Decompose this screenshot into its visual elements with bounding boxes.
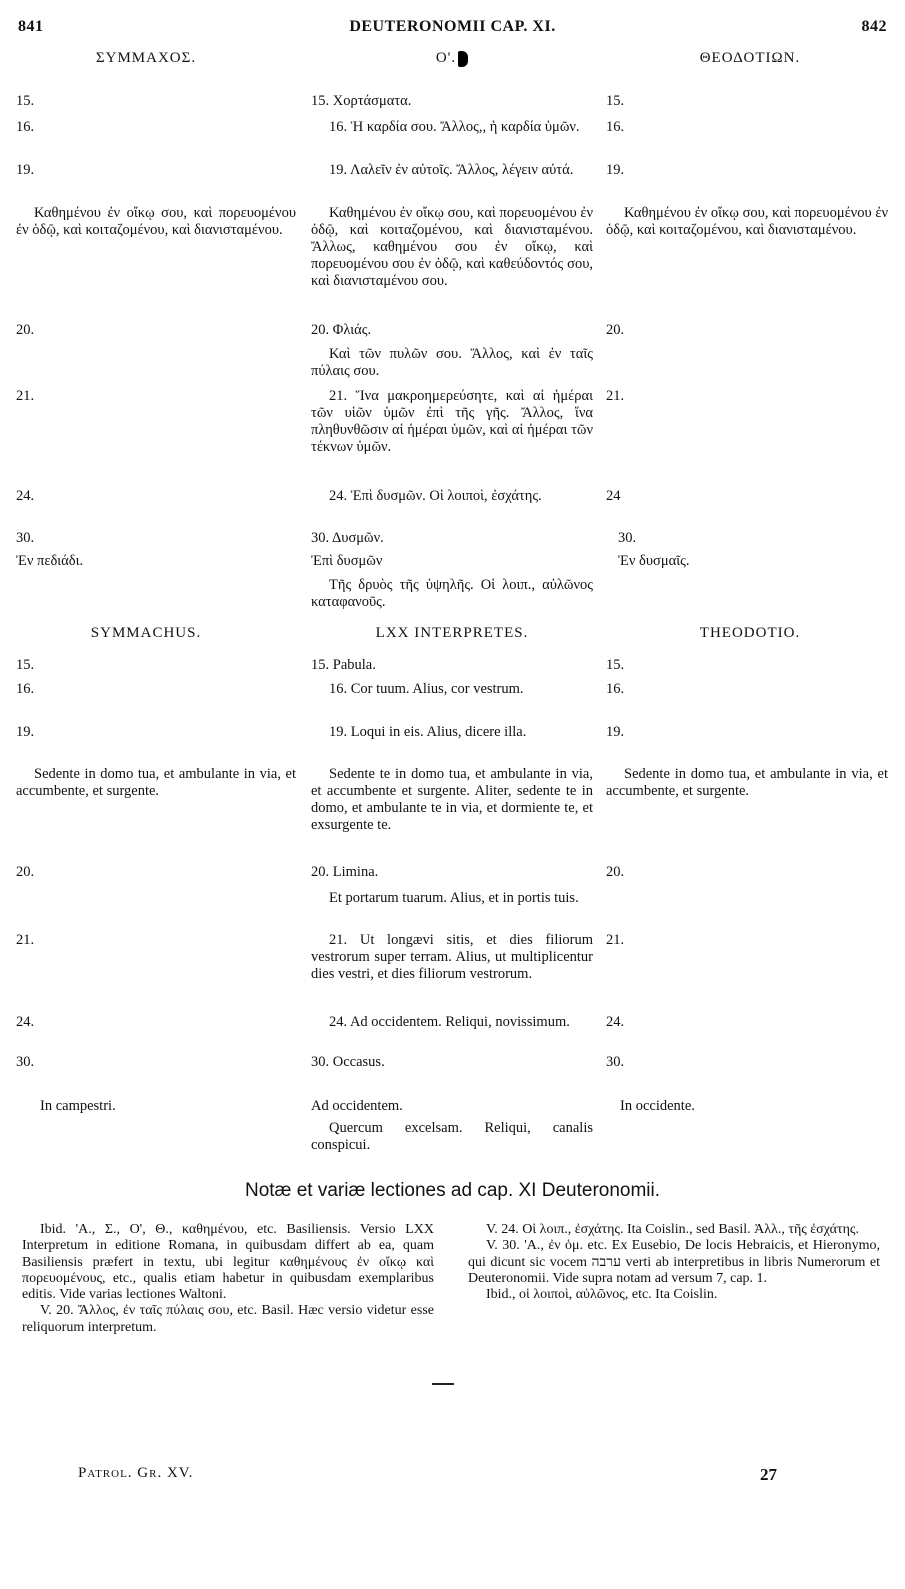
greek-mid-r2: 19. Λαλεῖν ἐν αὐτοῖς. Ἄλλος, λέγειν αὐτά. bbox=[329, 162, 574, 178]
greek-mid-r3: Καθημένου ἐν οἴκῳ σου, καὶ πορευομένου ἐν ὁδῷ, καὶ κοιταζομένου, καὶ διανισταμένου. Ἄλλως, καθημένου σου ἐν οἴκῳ, καὶ πορευομένου σου ἐν ὁδῷ, καὶ καθεύδοντός σου, καὶ διανισταμένου σου. bbox=[311, 205, 593, 289]
printer-ornament-icon bbox=[458, 51, 468, 67]
section-rule bbox=[432, 1383, 454, 1385]
latin-right-r9: In occidente. bbox=[620, 1098, 695, 1114]
greek-right-r8: 30. bbox=[618, 530, 637, 546]
greek-mid-r8: 30. Δυσμῶν. bbox=[311, 530, 384, 546]
latin-left-r0: 15. bbox=[16, 657, 35, 673]
greek-left-r8: 30. bbox=[16, 530, 35, 546]
greek-mid-r7: 24. Ἐπὶ δυσμῶν. Οἱ λοιποὶ, ἐσχάτης. bbox=[329, 488, 542, 504]
greek-right-r0: 15. bbox=[606, 93, 625, 109]
latin-right-r6: 21. bbox=[606, 932, 625, 948]
latin-col-head-symmachus: SYMMACHUS. bbox=[90, 625, 202, 641]
greek-right-r3: Καθημένου ἐν οἴκῳ σου, καὶ πορευομένου ἐν ὁδῷ, καὶ κοιταζομένου, καὶ διανισταμένου. bbox=[606, 205, 888, 238]
greek-mid-r6: 21. Ἵνα μακροημερεύσητε, καὶ αἱ ἡμέραι τῶν υἱῶν ὑμῶν ἐπὶ τῆς γῆς. Ἄλλος, ἵνα πληθυνθῶσιν αἱ ἡμέραι ὑμῶν, καὶ αἱ ἡμέραι τῶν τέκνων ὑμῶν. bbox=[311, 388, 593, 455]
latin-left-r2: 19. bbox=[16, 724, 35, 740]
latin-left-r6: 21. bbox=[16, 932, 35, 948]
greek-left-r9: Ἐν πεδιάδι. bbox=[16, 553, 84, 569]
latin-mid-r5: Et portarum tuarum. Alius, et in portis tuis. bbox=[329, 890, 579, 906]
note-paragraph: Ibid., οἱ λοιποὶ, αὐλῶνος, etc. Ita Coislin. bbox=[486, 1287, 718, 1303]
latin-mid-r8: 30. Occasus. bbox=[311, 1054, 385, 1070]
greek-col-head-lxx bbox=[311, 50, 593, 67]
greek-mid-r5: Καὶ τῶν πυλῶν σου. Ἄλλος, καὶ ἐν ταῖς πύλαις σου. bbox=[311, 346, 593, 379]
latin-right-r1: 16. bbox=[606, 681, 625, 697]
latin-left-r1: 16. bbox=[16, 681, 35, 697]
greek-right-r7: 24 bbox=[606, 488, 621, 504]
latin-right-r4: 20. bbox=[606, 864, 625, 880]
latin-col-head-lxx: LXX INTERPRETES. bbox=[375, 625, 529, 641]
greek-mid-r9: Ἐπὶ δυσμῶν bbox=[311, 553, 383, 569]
latin-left-r3: Sedente in domo tua, et ambulante in via, et accumbente, et surgente. bbox=[16, 766, 296, 799]
footer-sheet-number: 27 bbox=[760, 1465, 777, 1484]
greek-left-r2: 19. bbox=[16, 162, 35, 178]
page-number-left: 841 bbox=[18, 18, 44, 35]
greek-mid-r4: 20. Φλιάς. bbox=[311, 322, 372, 338]
notes-title: Notæ et variæ lectiones ad cap. XI Deuteronomii. bbox=[244, 1180, 661, 1201]
latin-right-r7: 24. bbox=[606, 1014, 625, 1030]
latin-right-r2: 19. bbox=[606, 724, 625, 740]
greek-left-r4: 20. bbox=[16, 322, 35, 338]
greek-left-r3: Καθημένου ἐν οἴκῳ σου, καὶ πορευομένου ἐν ὁδῷ, καὶ κοιταζομένου, καὶ διανισταμένου. bbox=[16, 205, 296, 238]
greek-col-head-lxx-label: Ο'. bbox=[435, 50, 457, 66]
footer-signature: Patrol. Gr. XV. bbox=[78, 1465, 194, 1481]
note-paragraph: Ibid. 'Α., Σ., Ο', Θ., καθημένου, etc. Basiliensis. Versio LXX Interpretum in editione Romana, in quibusdam differt ab ea, quam Basiliensis præfert in textu, ubi legitur καθημένους ἐν οἴκῳ καὶ πορευομένους, etc., qualis etiam habetur in quibusdam exemplaribus editis. Vide varias lectiones Waltoni. bbox=[22, 1222, 434, 1303]
latin-mid-r0: 15. Pabula. bbox=[311, 657, 376, 673]
latin-left-r7: 24. bbox=[16, 1014, 35, 1030]
greek-col-head-theodotion: ΘΕΟΔΟΤΙΩΝ. bbox=[699, 50, 801, 66]
latin-mid-r3: Sedente te in domo tua, et ambulante in via, et accumbente et surgente. Aliter, sedente te in domo, et ambulante te in via, et dormiente te, et exsurgente te. bbox=[311, 766, 593, 833]
latin-mid-r9: Ad occidentem. bbox=[311, 1098, 403, 1114]
notes-right-column bbox=[468, 1222, 880, 1303]
greek-mid-r0: 15. Χορτάσματα. bbox=[311, 93, 412, 109]
latin-left-r4: 20. bbox=[16, 864, 35, 880]
note-paragraph: V. 30. 'Α., ἐν ὁμ. etc. Ex Eusebio, De locis Hebraicis, et Hieronymo, qui dicunt sic vocem ערבה verti ab interpretibus in libris Numerorum et Deuteronomii. Vide supra notam ad versum 7, cap. 1. bbox=[468, 1238, 880, 1286]
greek-left-r0: 15. bbox=[16, 93, 35, 109]
greek-col-head-symmachus: ΣΥΜΜΑΧΟΣ. bbox=[95, 50, 197, 66]
latin-right-r0: 15. bbox=[606, 657, 625, 673]
greek-left-r7: 24. bbox=[16, 488, 35, 504]
latin-col-head-theodotio: THEODOTIO. bbox=[699, 625, 801, 641]
latin-mid-r7: 24. Ad occidentem. Reliqui, novissimum. bbox=[329, 1014, 570, 1030]
latin-left-r8: 30. bbox=[16, 1054, 35, 1070]
note-paragraph: V. 20. Ἄλλος, ἐν ταῖς πύλαις σου, etc. Basil. Hæc versio videtur esse reliquorum interpretum. bbox=[22, 1303, 434, 1335]
greek-left-r6: 21. bbox=[16, 388, 35, 404]
greek-right-r1: 16. bbox=[606, 119, 625, 135]
latin-mid-r6: 21. Ut longævi sitis, et dies filiorum vestrorum super terram. Alius, ut multiplicentur dies vestri, et dies filiorum vestrorum. bbox=[311, 932, 593, 982]
greek-right-r6: 21. bbox=[606, 388, 625, 404]
note-paragraph: V. 24. Οἱ λοιπ., ἐσχάτης. Ita Coislin., sed Basil. Ἀλλ., τῆς ἐσχάτης. bbox=[486, 1222, 859, 1237]
latin-mid-r10: Quercum excelsam. Reliqui, canalis conspicui. bbox=[311, 1120, 593, 1153]
latin-left-r9: In campestri. bbox=[40, 1098, 116, 1114]
latin-right-r8: 30. bbox=[606, 1054, 625, 1070]
greek-right-r2: 19. bbox=[606, 162, 625, 178]
greek-right-r9: Ἐν δυσμαῖς. bbox=[618, 553, 690, 569]
greek-mid-r1: 16. Ἡ καρδία σου. Ἄλλος,, ἡ καρδία ὑμῶν. bbox=[329, 119, 580, 135]
latin-mid-r2: 19. Loqui in eis. Alius, dicere illa. bbox=[329, 724, 527, 740]
greek-right-r4: 20. bbox=[606, 322, 625, 338]
latin-right-r3: Sedente in domo tua, et ambulante in via, et accumbente, et surgente. bbox=[606, 766, 888, 799]
latin-mid-r1: 16. Cor tuum. Alius, cor vestrum. bbox=[329, 681, 524, 697]
latin-mid-r4: 20. Limina. bbox=[311, 864, 379, 880]
greek-left-r1: 16. bbox=[16, 119, 35, 135]
running-title: DEUTERONOMII CAP. XI. bbox=[349, 18, 556, 35]
notes-left-column bbox=[22, 1222, 434, 1336]
greek-mid-r10: Τῆς δρυὸς τῆς ὑψηλῆς. Οἱ λοιπ., αὐλῶνος καταφανοῦς. bbox=[311, 577, 593, 610]
page-number-right: 842 bbox=[861, 18, 887, 35]
